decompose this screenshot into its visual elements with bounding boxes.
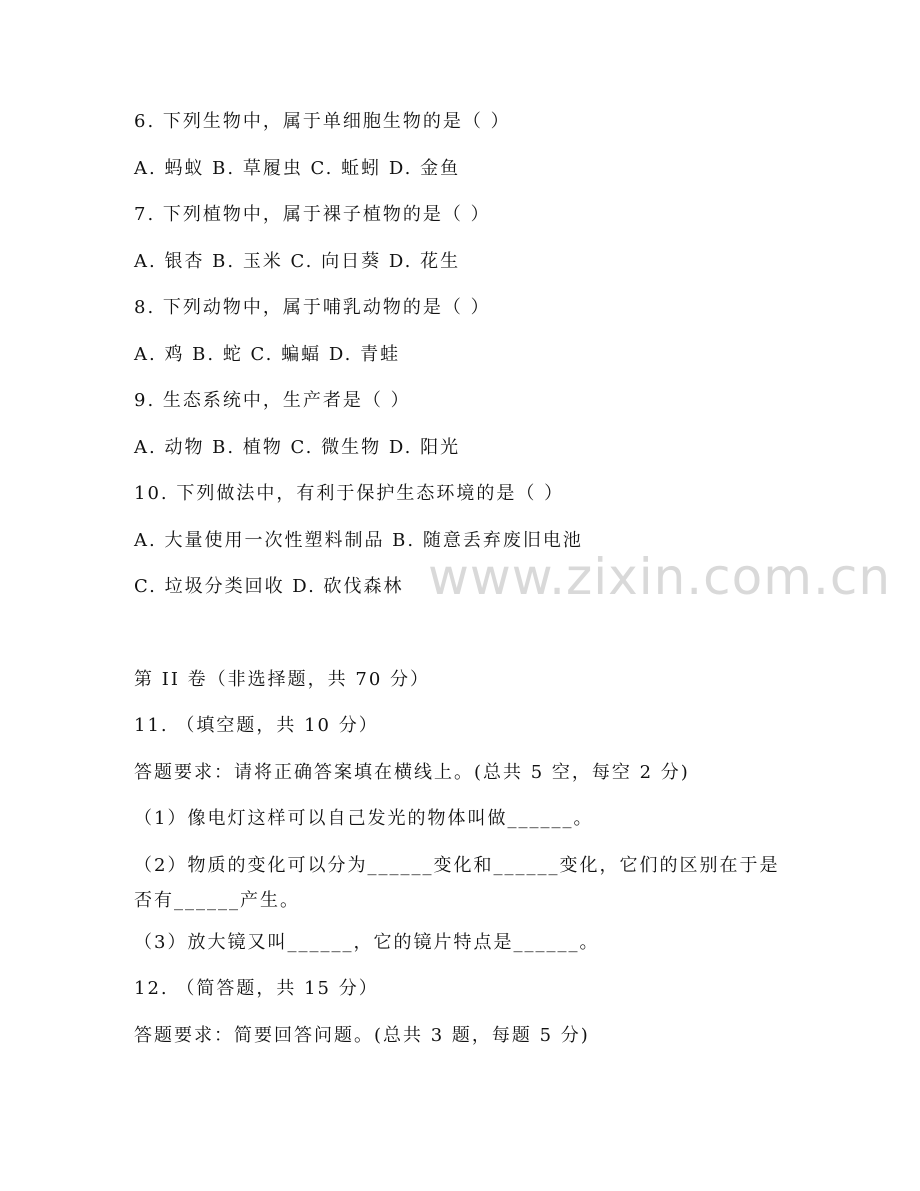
question-8: 8. 下列动物中，属于哺乳动物的是（ ） — [134, 297, 491, 318]
question-7: 7. 下列植物中，属于裸子植物的是（ ） — [134, 204, 491, 225]
question-11-item-3: （3）放大镜又叫______，它的镜片特点是______。 — [134, 932, 600, 953]
question-6-options: A. 蚂蚁 B. 草履虫 C. 蚯蚓 D. 金鱼 — [134, 158, 461, 179]
question-10-options-1: A. 大量使用一次性塑料制品 B. 随意丢弃废旧电池 — [134, 530, 583, 551]
question-6: 6. 下列生物中，属于单细胞生物的是（ ） — [134, 111, 511, 132]
question-9: 9. 生态系统中，生产者是（ ） — [134, 390, 411, 411]
watermark: www.zixin.com.cn — [428, 548, 892, 606]
question-11-item-2: （2）物质的变化可以分为______变化和______变化，它们的区别在于是否有______产生。 — [134, 855, 780, 911]
question-7-options: A. 银杏 B. 玉米 C. 向日葵 D. 花生 — [134, 251, 461, 272]
question-12-header: 12. （简答题，共 15 分） — [134, 978, 379, 999]
question-11-header: 11. （填空题，共 10 分） — [134, 715, 379, 736]
question-11-item-1: （1）像电灯这样可以自己发光的物体叫做______。 — [134, 808, 594, 829]
question-10-options-2: C. 垃圾分类回收 D. 砍伐森林 — [134, 576, 404, 597]
question-10: 10. 下列做法中，有利于保护生态环境的是（ ） — [134, 483, 565, 504]
question-12-requirement: 答题要求：简要回答问题。(总共 3 题，每题 5 分) — [134, 1025, 590, 1046]
question-11-requirement: 答题要求：请将正确答案填在横线上。(总共 5 空，每空 2 分) — [134, 762, 690, 783]
question-9-options: A. 动物 B. 植物 C. 微生物 D. 阳光 — [134, 437, 461, 458]
question-8-options: A. 鸡 B. 蛇 C. 蝙蝠 D. 青蛙 — [134, 344, 401, 365]
part2-title: 第 II 卷（非选择题，共 70 分） — [134, 669, 431, 690]
